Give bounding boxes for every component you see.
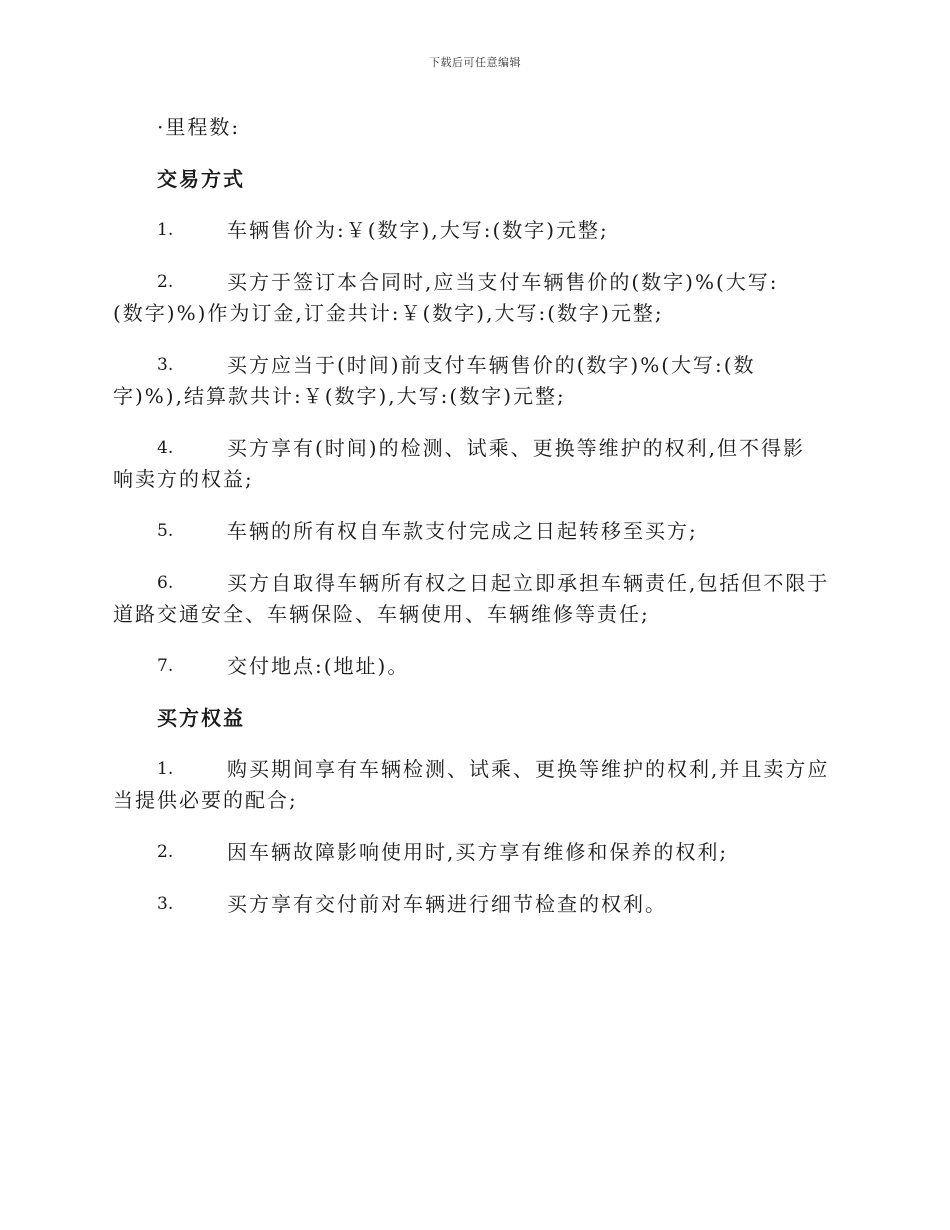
item-text-continued: 道路交通安全、车辆保险、车辆使用、车辆维修等责任; — [113, 602, 650, 626]
list-item — [113, 889, 835, 920]
item-number: 7. — [157, 656, 174, 676]
item-text: 买方享有(时间)的检测、试乘、更换等维护的权利,但不得影 — [227, 436, 805, 460]
list-item — [113, 516, 835, 547]
document-body — [113, 112, 835, 941]
list-item — [113, 837, 835, 868]
item-number: 4. — [157, 438, 174, 458]
item-number: 3. — [157, 894, 174, 914]
item-number: 1. — [157, 220, 174, 240]
item-number: 2. — [157, 842, 174, 862]
item-text: 买方应当于(时间)前支付车辆售价的(数字)%(大写:(数 — [227, 353, 756, 377]
list-item — [113, 433, 835, 495]
item-number: 1. — [157, 759, 174, 779]
item-text: 车辆售价为:￥(数字),大写:(数字)元整; — [227, 218, 609, 242]
item-number: 3. — [157, 355, 174, 375]
item-text: 买方享有交付前对车辆进行细节检查的权利。 — [227, 892, 667, 916]
list-item — [113, 350, 835, 412]
item-text-continued: 当提供必要的配合; — [113, 788, 298, 812]
item-number: 5. — [157, 521, 174, 541]
item-text-continued: (数字)%)作为订金,订金共计:￥(数字),大写:(数字)元整; — [113, 301, 664, 325]
list-item — [113, 215, 835, 246]
item-number: 2. — [157, 272, 174, 292]
list-item — [113, 651, 835, 682]
item-number: 6. — [157, 573, 174, 593]
item-text-continued: 字)%),结算款共计:￥(数字),大写:(数字)元整; — [113, 384, 566, 408]
section-title-buyer-rights: 买方权益 — [157, 706, 245, 730]
item-text-continued: 响卖方的权益; — [113, 467, 254, 491]
list-item — [113, 267, 835, 329]
item-text: 交付地点:(地址)。 — [227, 654, 410, 678]
item-text: 买方于签订本合同时,应当支付车辆售价的(数字)%(大写: — [227, 270, 779, 294]
mileage-line: ·里程数: — [157, 115, 241, 139]
item-text: 车辆的所有权自车款支付完成之日起转移至买方; — [227, 519, 698, 543]
list-item — [113, 568, 835, 630]
item-text: 购买期间享有车辆检测、试乘、更换等维护的权利,并且卖方应 — [227, 757, 830, 781]
item-text: 买方自取得车辆所有权之日起立即承担车辆责任,包括但不限于 — [227, 571, 830, 595]
list-item — [113, 754, 835, 816]
page-header: 下载后可任意编辑 — [429, 56, 521, 69]
section-title-transaction: 交易方式 — [157, 167, 245, 191]
item-text: 因车辆故障影响使用时,买方享有维修和保养的权利; — [227, 840, 729, 864]
